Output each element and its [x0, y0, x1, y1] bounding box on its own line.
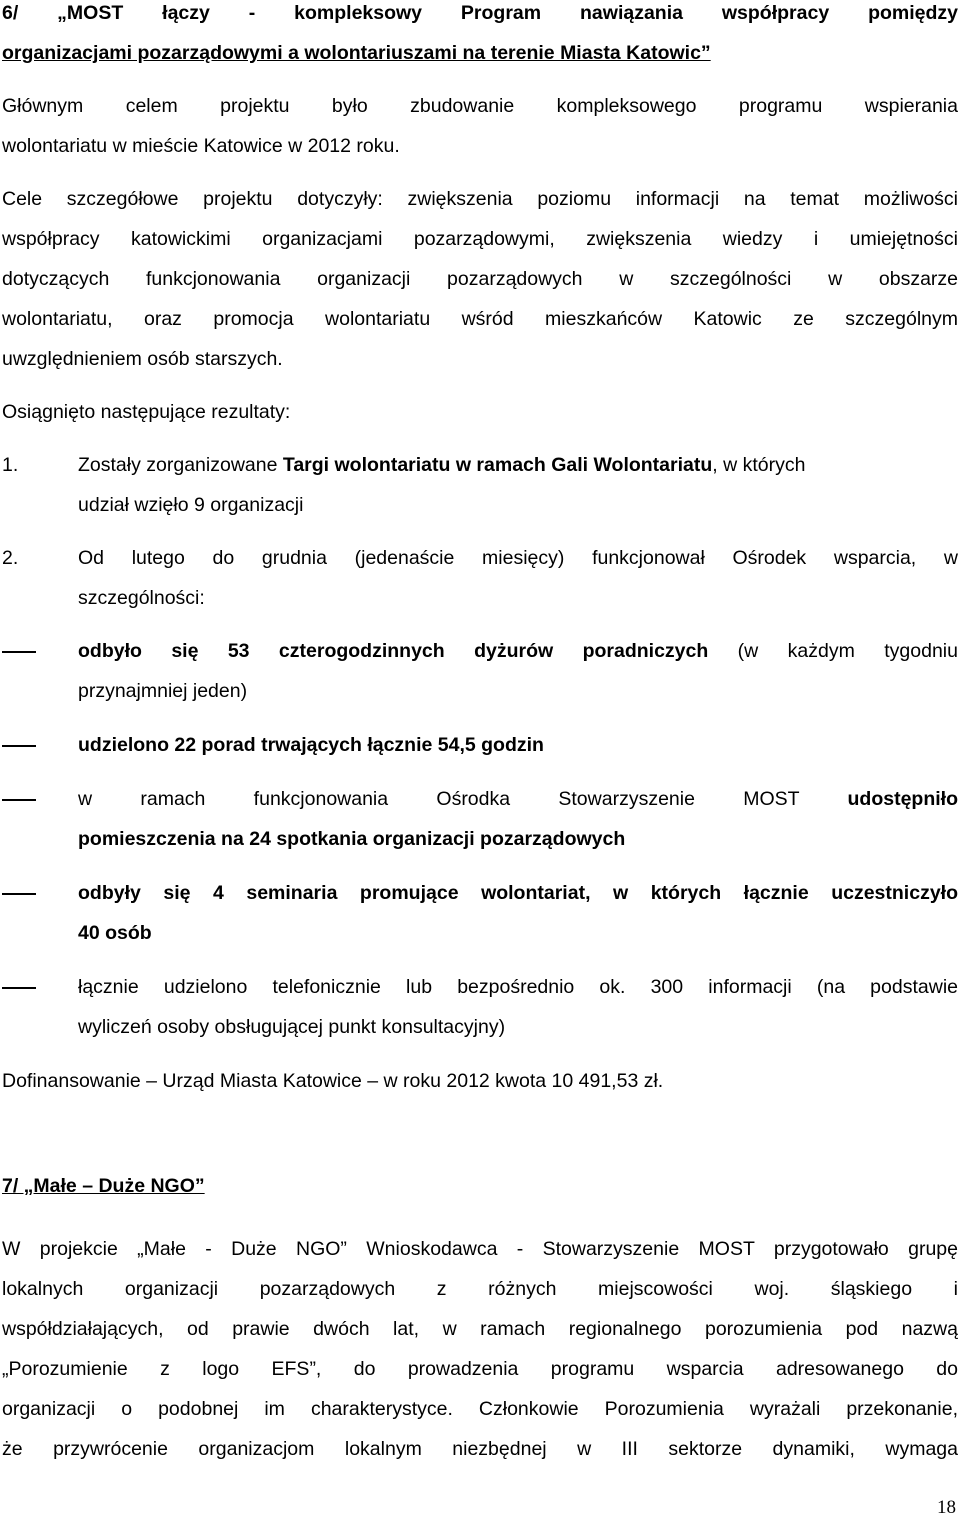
bullet-5-line-2: wyliczeń osoby obsługującej punkt konsultacyjny): [78, 1016, 506, 1038]
section-6-number: 6/: [2, 2, 19, 24]
funding-line: Dofinansowanie – Urząd Miasta Katowice – w roku 2012 kwota 10 491,53 zł.: [2, 1070, 664, 1092]
objectives-line-4: wolontariatu, oraz promocja wolontariatu wśród mieszkańców Katowic ze szczególnym: [2, 308, 958, 330]
bullet-2-line-1: udzielono 22 porad trwających łącznie 54,5 godzin: [78, 734, 544, 756]
bullet-dash-icon: [2, 745, 36, 747]
section-6-title-line-2: organizacjami pozarządowymi a wolontariuszami na terenie Miasta Katowic”: [2, 42, 711, 64]
objectives-line-2: współpracy katowickimi organizacjami pozarządowymi, zwiększenia wiedzy i umiejętności: [2, 228, 958, 250]
bullet-dash-icon: [2, 893, 36, 895]
results-heading: Osiągnięto następujące rezultaty:: [2, 401, 291, 423]
bullet-3-line-2: pomieszczenia na 24 spotkania organizacji pozarządowych: [78, 828, 626, 850]
section-7-line-5: organizacji o podobnej im charakterystyce. Członkowie Porozumienia wyrażali przekonanie,: [2, 1398, 958, 1420]
result-1-number: 1.: [2, 454, 19, 476]
bullet-4-line-2: 40 osób: [78, 922, 152, 944]
objectives-line-5: uwzględnieniem osób starszych.: [2, 348, 283, 370]
bullet-1-line-1: odbyło się 53 czterogodzinnych dyżurów poradniczych (w każdym tygodniu: [78, 640, 958, 662]
section-6-title-line-1: 6/ „MOST łączy - kompleksowy Program nawiązania współpracy pomiędzy: [2, 2, 958, 24]
page-number: 18: [937, 1497, 956, 1518]
result-1-line-2: udział wzięło 9 organizacji: [78, 494, 304, 516]
result-2-line-2: szczególności:: [78, 587, 205, 609]
bullet-dash-icon: [2, 651, 36, 653]
goal-line-1: Głównym celem projektu było zbudowanie kompleksowego programu wspierania: [2, 95, 958, 117]
section-7-line-2: lokalnych organizacji pozarządowych z różnych miejscowości woj. śląskiego i: [2, 1278, 958, 1300]
section-7-line-1: W projekcie „Małe - Duże NGO” Wnioskodawca - Stowarzyszenie MOST przygotowało grupę: [2, 1238, 958, 1260]
section-7-line-6: że przywrócenie organizacjom lokalnym niezbędnej w III sektorze dynamiki, wymaga: [2, 1438, 958, 1460]
bullet-3-line-1: w ramach funkcjonowania Ośrodka Stowarzyszenie MOST udostępniło: [78, 788, 958, 810]
bullet-dash-icon: [2, 799, 36, 801]
section-7-line-3: współdziałających, od prawie dwóch lat, w ramach regionalnego porozumienia pod nazwą: [2, 1318, 958, 1340]
bullet-4-line-1: odbyły się 4 seminaria promujące wolontariat, w których łącznie uczestniczyło: [78, 882, 958, 904]
section-7-line-4: „Porozumienie z logo EFS”, do prowadzenia programu wsparcia adresowanego do: [2, 1358, 958, 1380]
result-2-number: 2.: [2, 547, 19, 569]
bullet-dash-icon: [2, 987, 36, 989]
objectives-line-3: dotyczących funkcjonowania organizacji pozarządowych w szczególności w obszarze: [2, 268, 958, 290]
bullet-5-line-1: łącznie udzielono telefonicznie lub bezpośrednio ok. 300 informacji (na podstawie: [78, 976, 958, 998]
bullet-1-line-2: przynajmniej jeden): [78, 680, 248, 702]
section-7-heading: 7/ „Małe – Duże NGO”: [2, 1175, 205, 1197]
goal-line-2: wolontariatu w mieście Katowice w 2012 roku.: [2, 135, 400, 157]
objectives-line-1: Cele szczegółowe projektu dotyczyły: zwiększenia poziomu informacji na temat możliwości: [2, 188, 958, 210]
